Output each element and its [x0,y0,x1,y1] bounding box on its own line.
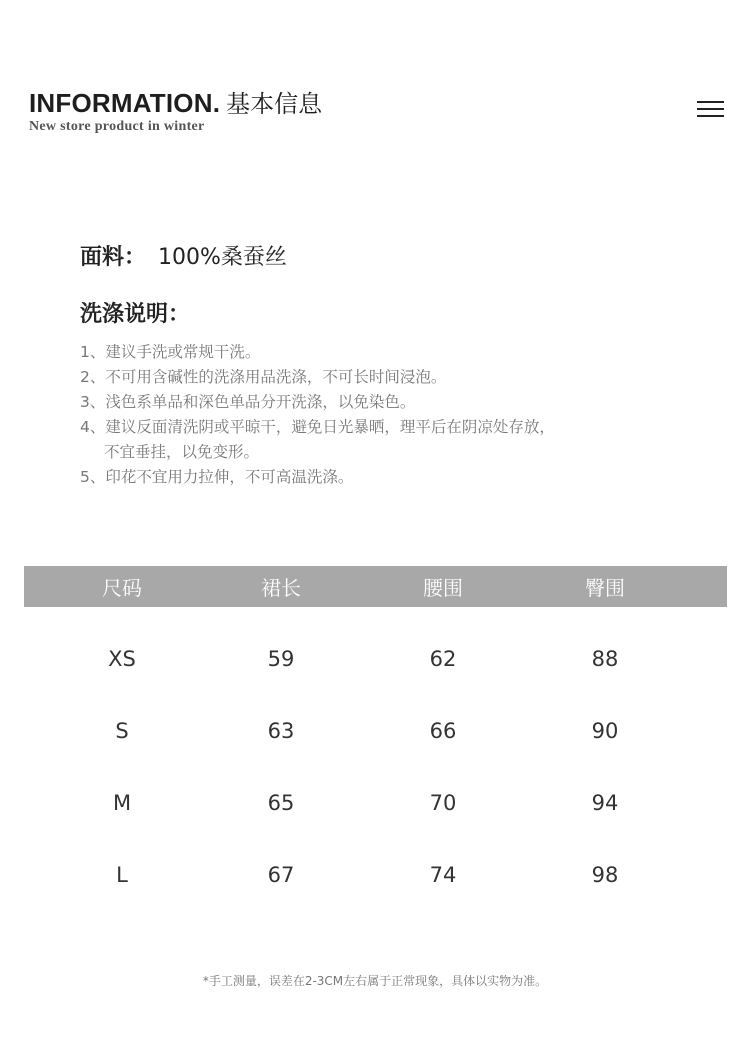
wash-instruction-item: 4、建议反面清洗阴或平晾干，避免日光暴晒，理平后在阴凉处存放， [80,418,555,436]
wash-instruction-item-continued: 不宜垂挂，以免变形。 [104,443,260,461]
cell-size: L [116,863,128,887]
menu-bar [697,101,724,103]
header-waist: 腰围 [423,576,463,600]
title-chinese: 基本信息 [226,90,323,118]
cell-waist: 62 [429,647,457,671]
cell-skirt-length: 65 [267,791,295,815]
page-subtitle: New store product in winter [29,119,205,134]
cell-size: XS [108,647,136,671]
cell-skirt-length: 63 [267,719,295,743]
fabric-info [80,240,287,271]
wash-instruction-item: 3、浅色系单品和深色单品分开洗涤，以免染色。 [80,393,416,411]
table-row [24,695,727,767]
fabric-value: 100%桑蚕丝 [158,245,287,270]
title-english: INFORMATION. [29,88,221,118]
menu-bar [697,108,724,110]
cell-size: S [115,719,129,743]
fabric-label: 面料： [80,245,147,270]
menu-bar [697,115,724,117]
table-row [24,839,727,911]
size-table-body [24,607,727,911]
wash-instruction-item: 1、建议手洗或常规干洗。 [80,343,261,361]
wash-instruction-item: 5、印花不宜用力拉伸，不可高温洗涤。 [80,468,354,486]
size-table-header [24,566,727,607]
cell-hip: 94 [591,791,619,815]
page-title [29,84,719,119]
measurement-footnote: *手工测量，误差在2-3CM左右属于正常现象，具体以实物为准。 [202,974,548,988]
wash-instructions-title: 洗涤说明： [80,302,191,327]
wash-instruction-item: 2、不可用含碱性的洗涤用品洗涤，不可长时间浸泡。 [80,368,447,386]
cell-hip: 90 [591,719,619,743]
table-row [24,767,727,839]
cell-hip: 98 [591,863,619,887]
cell-skirt-length: 67 [267,863,295,887]
page-header [29,84,719,135]
size-table [24,566,727,911]
cell-waist: 74 [429,863,457,887]
header-hip: 臀围 [585,576,625,600]
cell-waist: 70 [429,791,457,815]
table-row [24,623,727,695]
header-skirt-length: 裙长 [261,576,301,600]
cell-waist: 66 [429,719,457,743]
header-size: 尺码 [102,576,142,600]
hamburger-menu-icon[interactable] [697,99,724,119]
cell-skirt-length: 59 [267,647,295,671]
cell-hip: 88 [591,647,619,671]
wash-instructions-list [80,340,700,490]
cell-size: M [112,791,132,815]
